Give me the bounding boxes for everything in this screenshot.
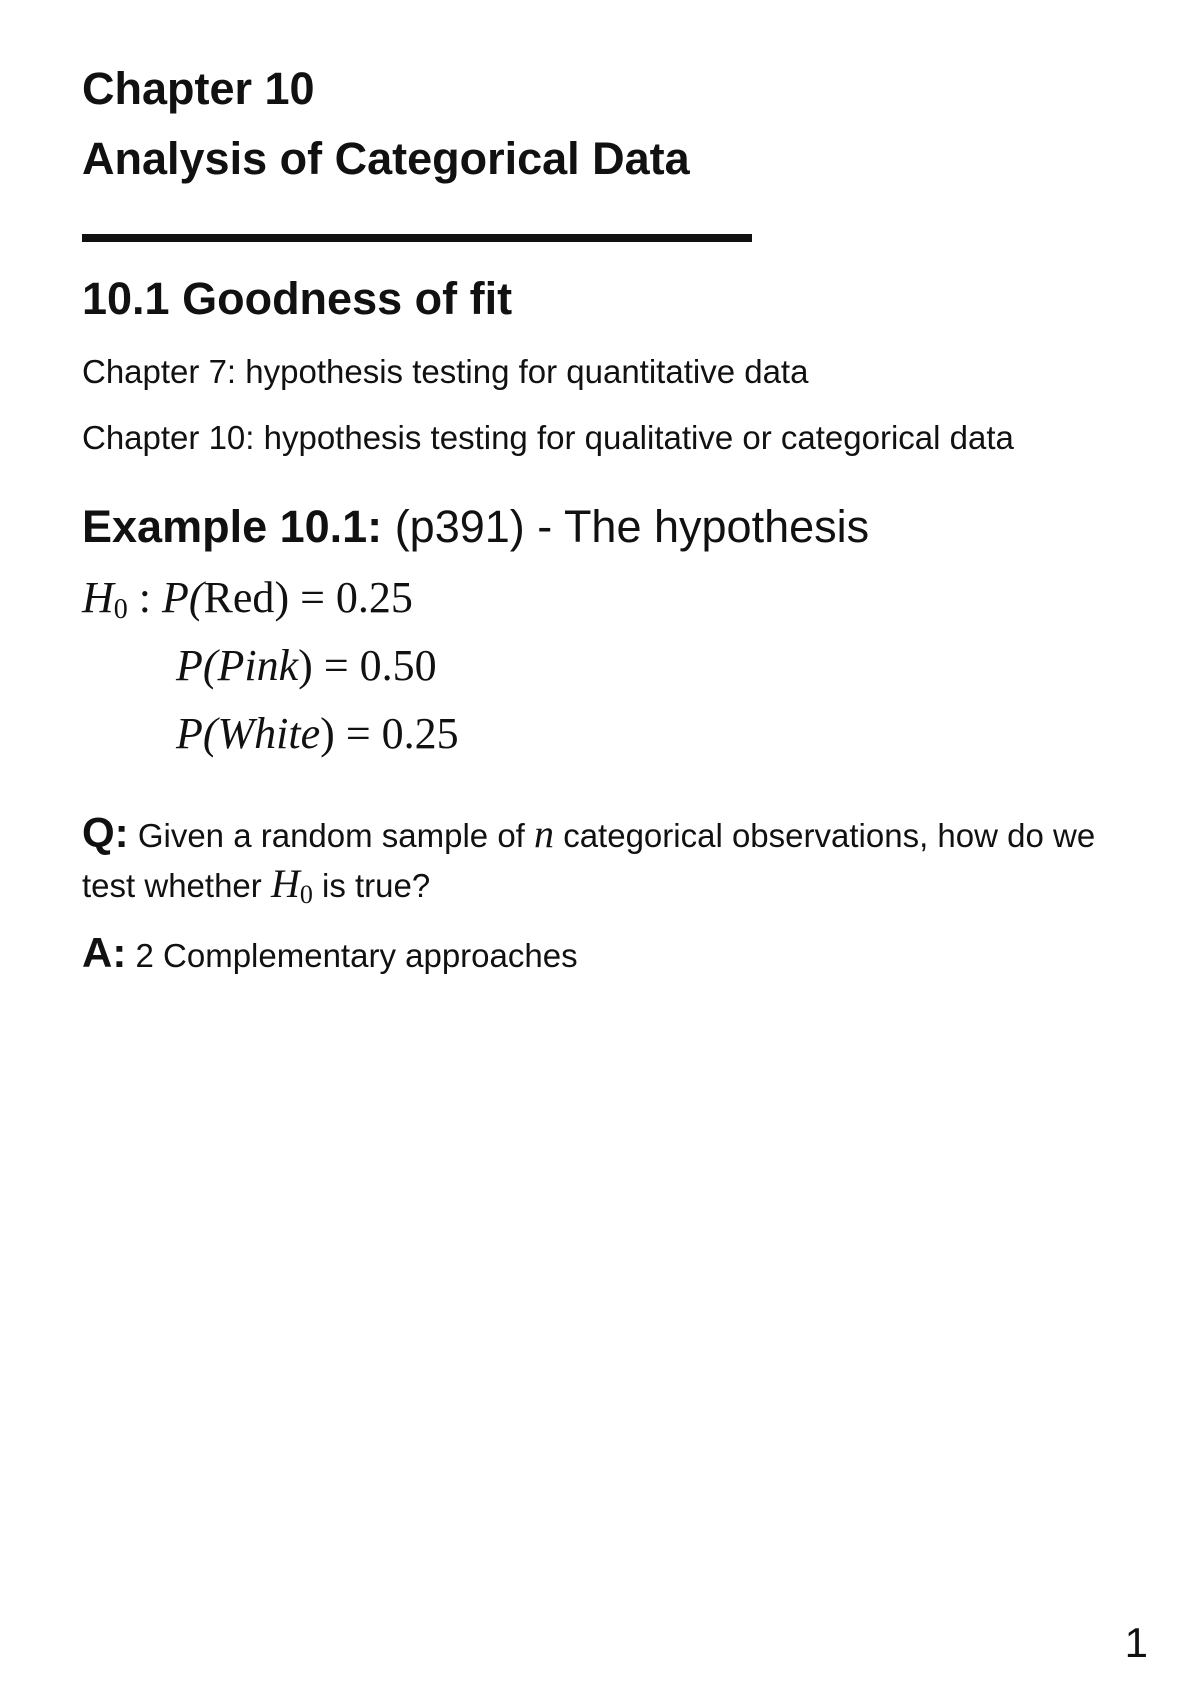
chapter-10-note: Chapter 10: hypothesis testing for qualitative or categorical data (82, 419, 1014, 456)
example-text: (p391) - The hypothesis (394, 501, 870, 552)
eq-white-suffix: ) (320, 709, 335, 758)
variable-h0 (270, 861, 313, 909)
question-label: Q: (82, 809, 129, 856)
question-text-1: Given a random sample of (137, 817, 525, 854)
eq-red-category: Red (203, 573, 275, 622)
question-text-4: is true? (322, 867, 431, 904)
eq-pink-op: = (323, 641, 349, 690)
eq-pink-suffix: ) (298, 641, 313, 690)
eq-red-op: = (300, 573, 325, 622)
variable-h-subscript: 0 (299, 880, 313, 909)
answer-label: A: (82, 929, 127, 976)
variable-n: n (534, 811, 555, 856)
eq-red-prefix: P( (162, 573, 204, 622)
eq-white-prefix: P( (176, 709, 218, 758)
question-text-3: test whether (82, 867, 262, 904)
example-heading (82, 500, 869, 554)
chapter-number: Chapter 10 (82, 63, 315, 114)
question-line-2 (82, 860, 430, 908)
hypothesis-equation-red (82, 572, 413, 625)
title-divider (82, 234, 752, 242)
question-text-2: categorical observations, how do we (563, 817, 1096, 854)
section-heading: 10.1 Goodness of fit (82, 273, 513, 324)
example-label: Example 10.1: (82, 501, 383, 552)
variable-h: H (270, 861, 300, 906)
hypothesis-equation-pink (176, 640, 437, 693)
page-number: 1 (1124, 1619, 1148, 1666)
h-subscript: 0 (113, 594, 128, 625)
eq-red-value: 0.25 (335, 573, 413, 622)
eq-red-suffix: ) (274, 573, 290, 622)
chapter-title: Analysis of Categorical Data (82, 133, 690, 184)
eq-pink-value: 0.50 (359, 641, 437, 690)
eq-white-op: = (345, 709, 371, 758)
question-line-1 (82, 808, 1095, 858)
h-colon: : (138, 573, 152, 622)
eq-white-category: White (217, 709, 321, 758)
eq-pink-prefix: P( (176, 641, 218, 690)
hypothesis-equation-white (176, 708, 459, 761)
answer-text: 2 Complementary approaches (135, 937, 578, 974)
eq-white-value: 0.25 (381, 709, 459, 758)
answer-line (82, 928, 578, 978)
h-symbol: H (82, 573, 114, 622)
eq-pink-category: Pink (217, 641, 299, 690)
chapter-7-note: Chapter 7: hypothesis testing for quantitative data (82, 353, 809, 390)
